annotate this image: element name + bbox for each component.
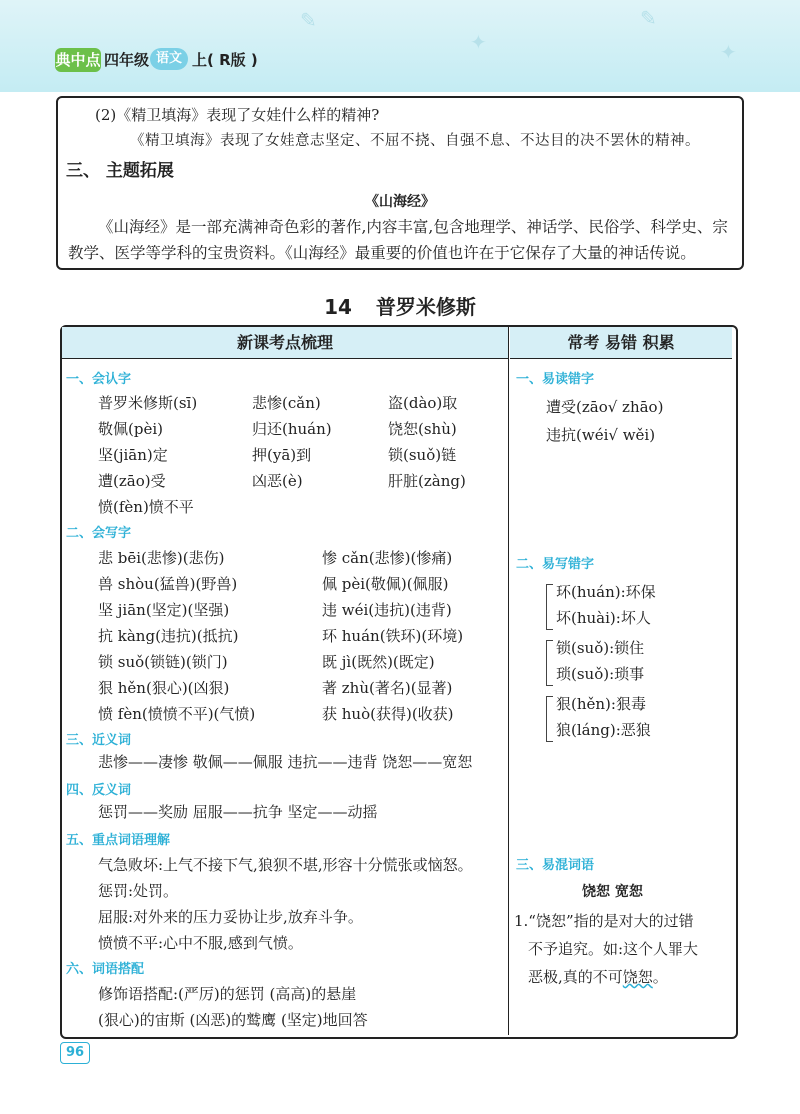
write-item: 坚 jiān(坚定)(坚强) [98,601,230,619]
column-divider [508,327,509,1035]
subject-badge: 语文 [150,48,188,70]
word-item: 愤(fèn)愤不平 [98,498,194,516]
logo: 典中点 [55,48,101,72]
decor-icon: ✦ [720,40,737,64]
write-item: 锁 suǒ(锁链)(锁门) [98,653,228,671]
explanation-line [528,966,668,987]
word-item: 饶恕(shù) [388,420,457,438]
bracket [546,696,553,742]
write-item: 著 zhù(著名)(显著) [322,679,453,697]
lesson-name: 普罗米修斯 [375,295,476,319]
confusable-item: 坏(huài):坏人 [556,609,651,627]
word-item: 盗(dào)取 [388,394,458,412]
confusable-item: 琐(suǒ):琐事 [556,665,645,683]
explanation-text: 。 [652,968,668,986]
explanation-line: 1.“饶恕”指的是对大的过错 [514,912,694,930]
section-heading: 五、重点词语理解 [66,833,171,848]
section-heading: 三、易混词语 [516,858,595,873]
word-item: 归还(huán) [252,420,332,438]
decor-icon: ✎ [300,8,317,32]
antonyms: 惩罚——奖励 屈服——抗争 坚定——动摇 [98,803,378,821]
lesson-title [0,291,800,320]
header-band [0,0,800,92]
right-column-header: 常考 易错 积累 [510,327,732,359]
definition: 屈服:对外来的压力妥协让步,放弃斗争。 [98,908,363,926]
confusable-item: 狼(láng):恶狼 [556,721,651,739]
lesson-number: 14 [324,295,352,319]
misread-item: 遭受(zāo√ zhāo) [546,398,664,416]
word-item: 悲惨(cǎn) [252,394,321,412]
word-item: 押(yā)到 [252,446,312,464]
definition: 愤愤不平:心中不服,感到气愤。 [98,934,303,952]
answer: 《精卫填海》表现了女娃意志坚定、不屈不挠、自强不息、不达目的决不罢休的精神。 [130,133,700,149]
write-item: 环 huán(铁环)(环境) [322,627,464,645]
decor-icon: ✎ [640,6,657,30]
definition: 气急败坏:上气不接下气,狼狈不堪,形容十分慌张或恼怒。 [98,856,473,874]
confusable-item: 锁(suǒ):锁住 [556,639,645,657]
section-heading: 二、易写错字 [516,557,595,572]
write-item: 惨 cǎn(悲惨)(惨痛) [322,549,453,567]
collocation: (狠心)的宙斯 (凶恶)的鹫鹰 (坚定)地回答 [98,1011,368,1029]
page-number: 96 [60,1042,90,1064]
left-column-header: 新课考点梳理 [62,327,508,359]
question: (2)《精卫填海》表现了女娃什么样的精神? [95,106,380,124]
grade-label: 四年级 [104,51,150,69]
highlighted-word: 饶恕 [622,968,653,986]
section-heading: 四、反义词 [66,783,132,798]
misread-item: 违抗(wéi√ wěi) [546,426,656,444]
volume-label: 上( R版 ) [192,51,258,69]
write-item: 获 huò(获得)(收获) [322,705,454,723]
word-item: 敬佩(pèi) [98,420,163,438]
explanation-text: 恶极,真的不可 [528,968,623,986]
write-item: 愤 fèn(愤愤不平)(气愤) [98,705,256,723]
collocation: 修饰语搭配:(严厉)的惩罚 (高高)的悬崖 [98,985,357,1003]
write-item: 兽 shòu(猛兽)(野兽) [98,575,238,593]
synonyms: 悲惨——凄惨 敬佩——佩服 违抗——违背 饶恕——宽恕 [98,753,473,771]
write-item: 抗 kàng(违抗)(抵抗) [98,627,239,645]
section-title: 三、 主题拓展 [66,161,174,181]
section-heading: 六、词语搭配 [66,962,145,977]
write-item: 狠 hěn(狠心)(凶狠) [98,679,230,697]
paragraph: 《山海经》是一部充满神奇色彩的著作,内容丰富,包含地理学、神话学、民俗学、科学史、宗教学、医学等学科的宝贵资料。《山海经》最重要的价值也许在于它保存了大量的神话传说。 [68,218,728,262]
section-heading: 二、会写字 [66,526,132,541]
sub-title: 《山海经》 [365,194,435,210]
word-item: 遭(zāo)受 [98,472,166,490]
bracket [546,640,553,686]
write-item: 违 wéi(违抗)(违背) [322,601,452,619]
section-heading: 一、会认字 [66,372,132,387]
write-item: 既 jì(既然)(既定) [322,653,435,671]
word-item: 坚(jiān)定 [98,446,168,464]
word-item: 肝脏(zàng) [388,472,466,490]
confusable-words-title: 饶恕 宽恕 [582,884,643,900]
write-item: 悲 bēi(悲惨)(悲伤) [98,549,225,567]
bracket [546,584,553,630]
confusable-item: 狠(hěn):狠毒 [556,695,646,713]
definition: 惩罚:处罚。 [98,882,179,900]
section-heading: 三、近义词 [66,733,132,748]
explanation-line: 不予追究。如:这个人罪大 [528,940,699,958]
section-heading: 一、易读错字 [516,372,595,387]
decor-icon: ✦ [470,30,487,54]
word-item: 凶恶(è) [252,472,303,490]
word-item: 普罗米修斯(sī) [98,394,198,412]
confusable-item: 环(huán):环保 [556,583,656,601]
word-item: 锁(suǒ)链 [388,446,457,464]
write-item: 佩 pèi(敬佩)(佩服) [322,575,449,593]
